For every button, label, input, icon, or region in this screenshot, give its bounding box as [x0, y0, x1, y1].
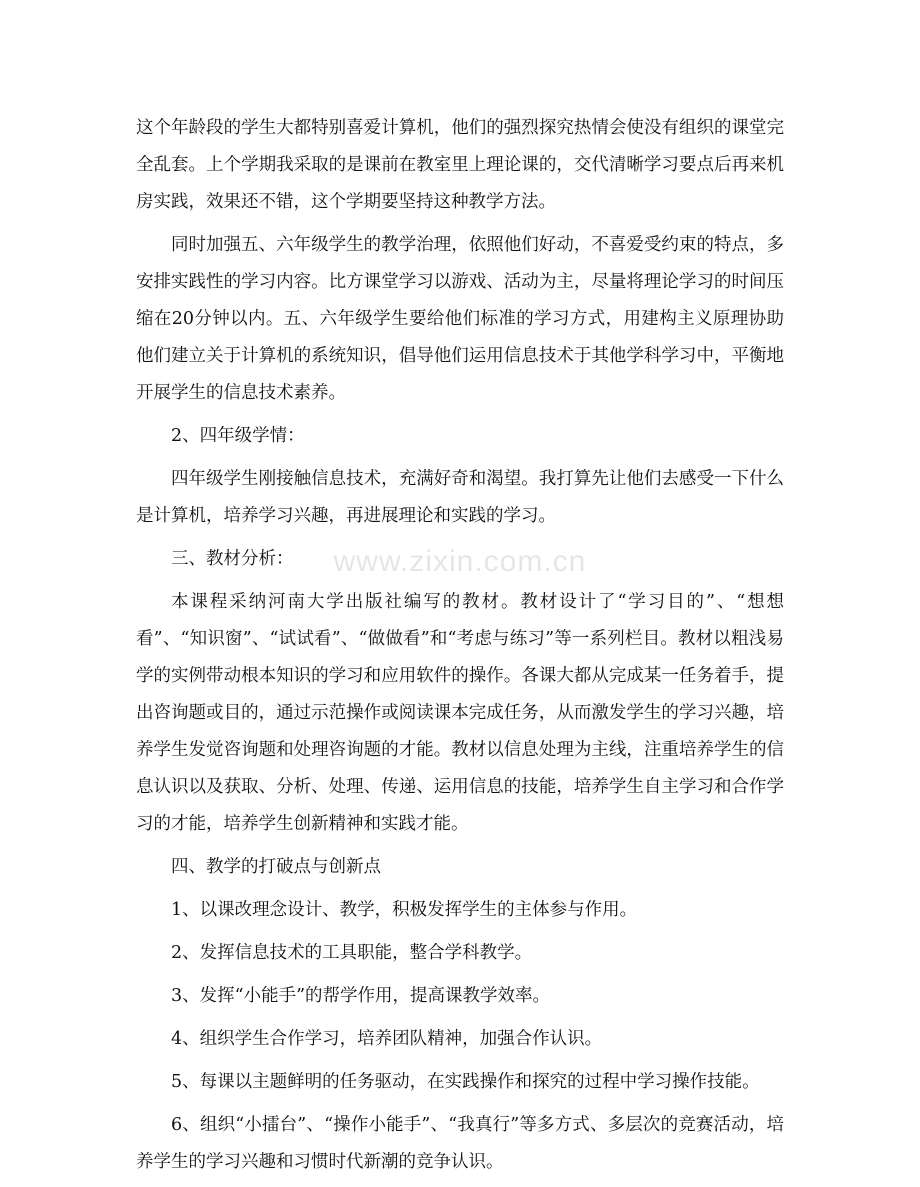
watermark-text: www.zixin.com.cn: [333, 545, 587, 578]
paragraph-1: 这个年龄段的学生大都特别喜爱计算机，他们的强烈探究热情会使没有组织的课堂完全乱套。上个学期我采取的是课前在教室里上理论课的，交代清晰学习要点后再来机房实践，效果还不错，这个学期要坚持这种教学方法。: [136, 118, 784, 212]
heading-grade4-situation: 2、四年级学情：: [171, 426, 305, 446]
heading-breakthrough-innovation: 四、教学的打破点与创新点: [171, 857, 381, 877]
list-item-2: 2、发挥信息技术的工具职能，整合学科教学。: [171, 943, 533, 963]
paragraph-textbook: 本课程采纳河南大学出版社编写的教材。教材设计了“学习目的”、“想想看”、“知识窗”、“试试看”、“做做看”和“考虑与练习”等一系列栏目。教材以粗浅易学的实例带动根本知识的学习和应用软件的操作。各课大都从完成某一任务着手，提出咨询题或目的，通过示范操作或阅读课本完成任务，从而激发学生的学习兴趣，培养学生发觉咨询题和处理咨询题的才能。教材以信息处理为主线，注重培养学生的信息认识以及获取、分析、处理、传递、运用信息的技能，培养学生自主学习和合作学习的才能，培养学生创新精神和实践才能。: [136, 592, 784, 834]
list-item-5: 5、每课以主题鲜明的任务驱动，在实践操作和探究的过程中学习操作技能。: [171, 1072, 760, 1092]
list-item-6: 6、组织“小擂台”、“操作小能手”、“我真行”等多方式、多层次的竞赛活动，培养学生的学习兴趣和习惯时代新潮的竞争认识。: [136, 1115, 784, 1172]
heading-textbook-analysis: 三、教材分析：: [171, 549, 294, 569]
document-body: [136, 110, 784, 1187]
list-item-4: 4、组织学生合作学习，培养团队精神，加强合作认识。: [171, 1029, 603, 1049]
list-item-1: 1、以课改理念设计、教学，积极发挥学生的主体参与作用。: [171, 900, 638, 920]
paragraph-2: 同时加强五、六年级学生的教学治理，依照他们好动，不喜爱受约束的特点，多安排实践性的学习内容。比方课堂学习以游戏、活动为主，尽量将理论学习的时间压缩在20分钟以内。五、六年级学生要给他们标准的学习方式，用建构主义原理协助他们建立关于计算机的系统知识，倡导他们运用信息技术于其他学科学习中，平衡地开展学生的信息技术素养。: [136, 235, 784, 403]
paragraph-grade4: 四年级学生刚接触信息技术，充满好奇和渴望。我打算先让他们去感受一下什么是计算机，培养学习兴趣，再进展理论和实践的学习。: [136, 469, 784, 526]
list-item-3: 3、发挥“小能手”的帮学作用，提高课教学效率。: [171, 986, 551, 1006]
